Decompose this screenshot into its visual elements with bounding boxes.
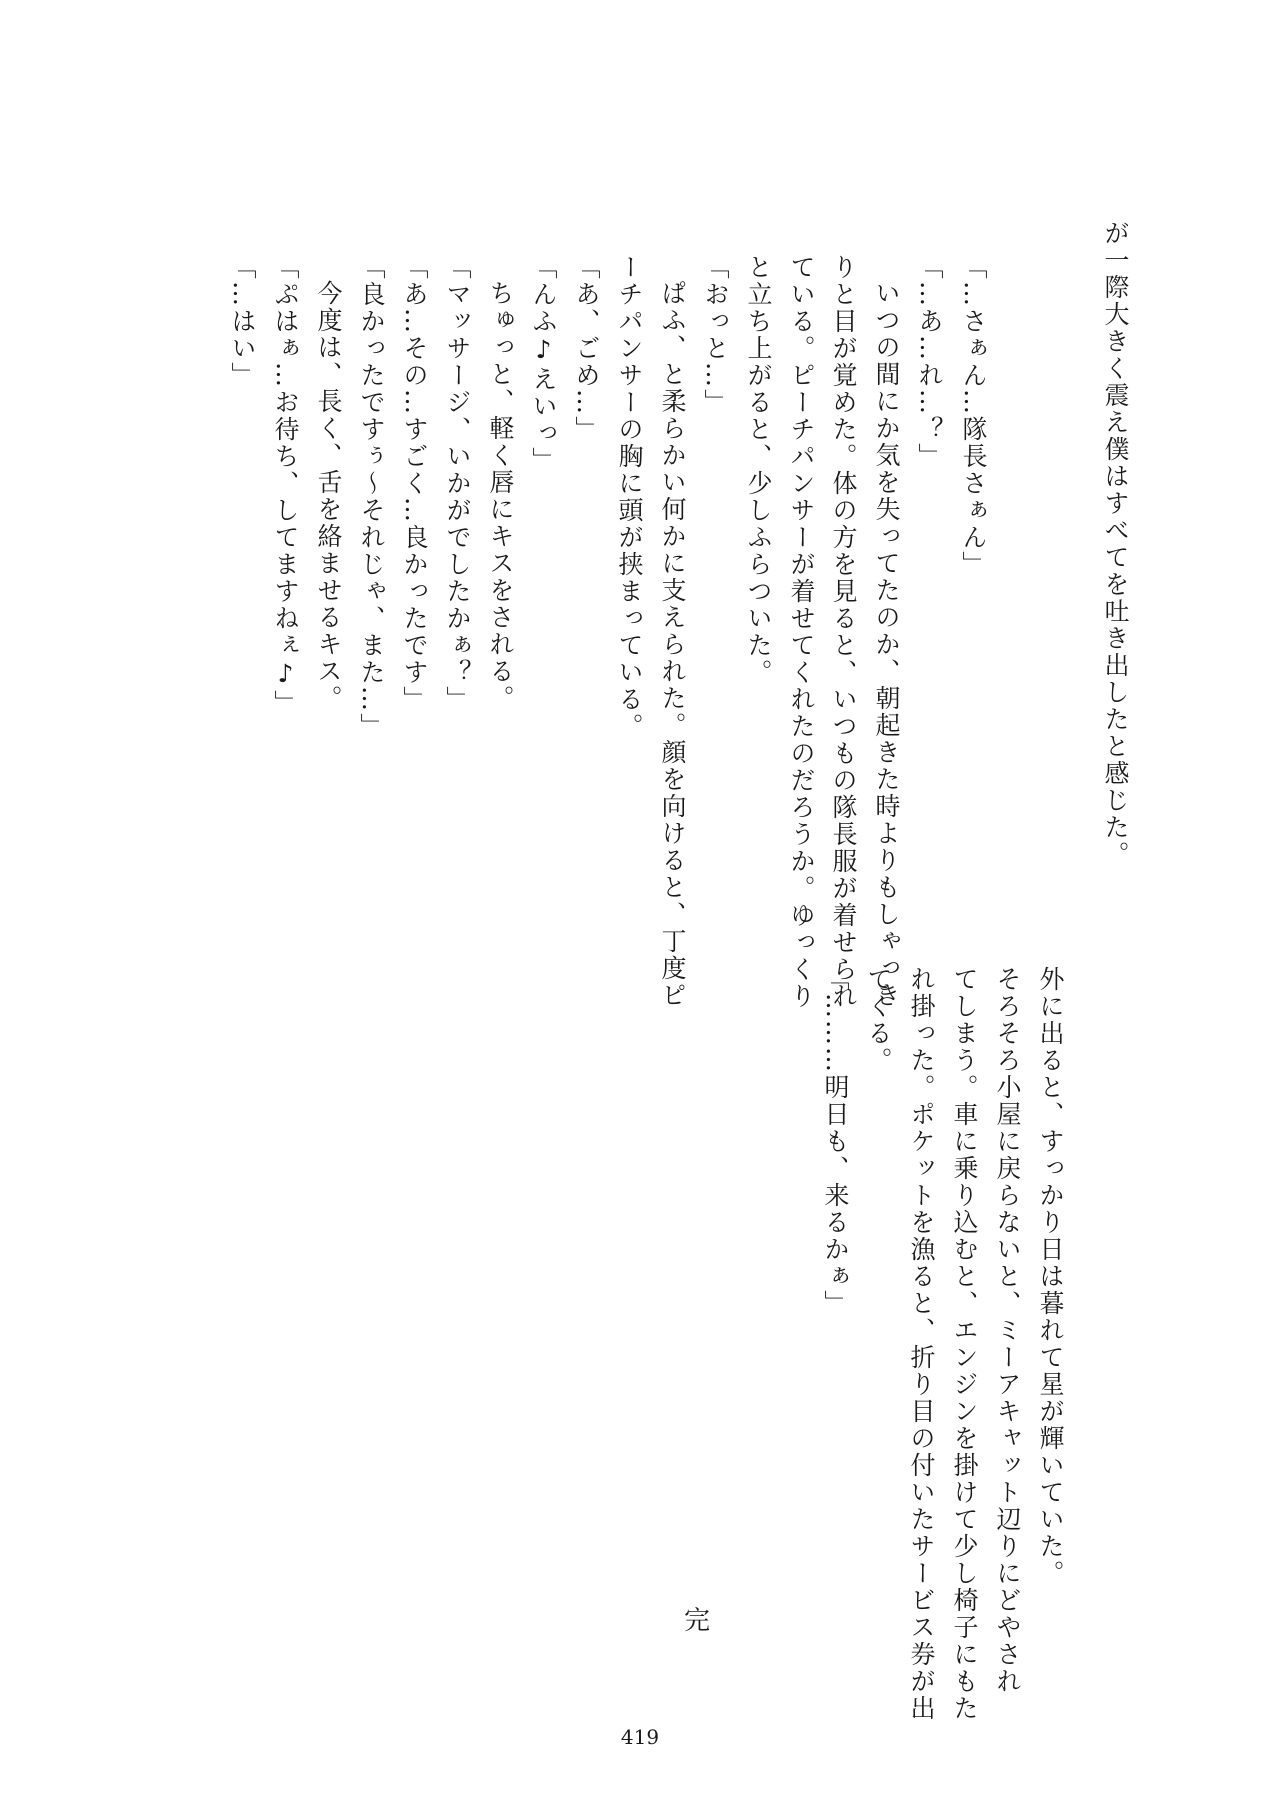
text-line: 「あ…その…すごく…良かったです」 bbox=[400, 254, 429, 713]
text-line: いつの間にか気を失ってたのか、朝起きた時よりもしゃっき bbox=[872, 280, 901, 1009]
text-line: てしまう。車に乗り込むと、エンジンを掛けて少し椅子にもた bbox=[950, 966, 979, 1722]
text-line: 「ぷはぁ…お待ち、してますねぇ♪」 bbox=[271, 254, 300, 717]
text-line: と立ち上がると、少しふらついた。 bbox=[744, 254, 773, 686]
text-line: 「おっと…」 bbox=[701, 254, 730, 416]
text-line: ている。ピーチパンサーが着せてくれたのだろうか。ゆっくり bbox=[787, 254, 816, 1010]
text-line: そろそろ小屋に戻らないと、ミーアキャット辺りにどやされ bbox=[993, 966, 1022, 1695]
text-line: 「…はい」 bbox=[228, 254, 257, 389]
text-line: 「…あ…れ…？」 bbox=[915, 254, 944, 470]
text-line: ーチパンサーの胸に頭が挟まっている。 bbox=[615, 254, 644, 740]
text-line: 「んふ♪えいっ」 bbox=[529, 254, 558, 474]
page-number: 419 bbox=[620, 1725, 660, 1749]
text-line: りと目が覚めた。体の方を見ると、いつもの隊長服が着せられ bbox=[829, 254, 858, 1010]
text-line: 「良かったですぅ～それじゃ、また…」 bbox=[357, 254, 386, 740]
text-line: ぱふ、と柔らかい何かに支えられた。顔を向けると、丁度ピ bbox=[658, 280, 687, 1009]
text-line: が一際大きく震え僕はすべてを吐き出したと感じた。 bbox=[1101, 220, 1130, 868]
text-line: 「………明日も、来るかぁ」 bbox=[821, 966, 850, 1317]
text-line: 今度は、長く、舌を絡ませるキス。 bbox=[314, 280, 343, 712]
text-line: 「…さぁん…隊長さぁん」 bbox=[959, 254, 988, 578]
text-line: ちゅっと、軽く唇にキスをされる。 bbox=[486, 280, 515, 712]
text-line: 「あ、ごめ…」 bbox=[572, 254, 601, 443]
text-line: 「マッサージ、いかがでしたかぁ？」 bbox=[443, 254, 472, 713]
text-line: 外に出ると、すっかり日は暮れて星が輝いていた。 bbox=[1036, 966, 1065, 1587]
text-line: れ掛った。ポケットを漁ると、折り目の付いたサービス券が出 bbox=[907, 966, 936, 1722]
end-mark: 完 bbox=[684, 1606, 711, 1636]
text-line: てくる。 bbox=[864, 966, 893, 1074]
